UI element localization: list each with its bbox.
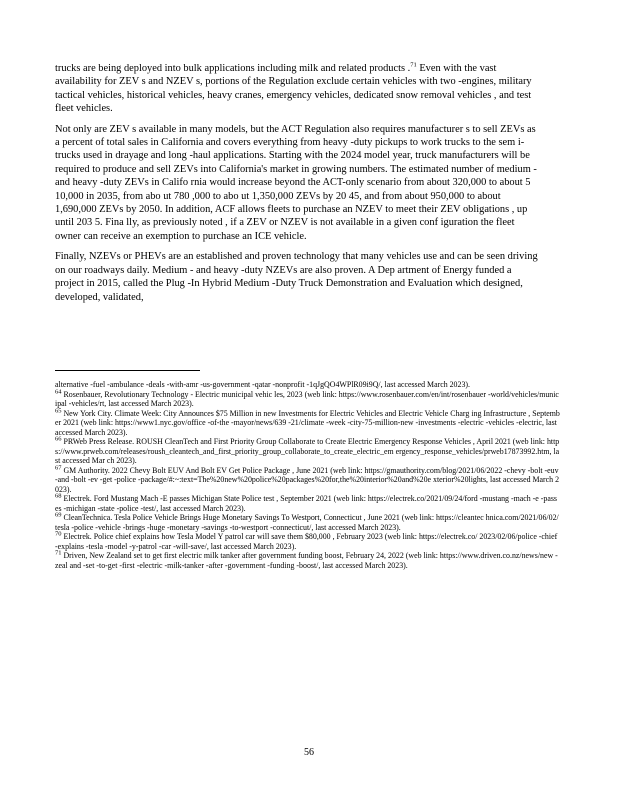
footnote-ref: 71 — [410, 61, 417, 69]
footnote-text: Driven, New Zealand set to get first electric milk tanker after government funding boost, February 24, 2022 (web link: https://www.driven.co.nz/news/new -zeal and -set -to-get -first -electric -milk-tanker -after -government -funding -boost/, last accessed March 2023). — [55, 551, 558, 570]
footnote-number: 65 — [55, 406, 62, 414]
footnote-text: Electrek. Police chief explains how Tesla Model Y patrol car will save them $80,000 , February 2023 (web link: https://electrek.co/ 2023/02/06/police -chief -explains -tesla -model -y-patrol -car -will-save/, last accessed March 2023). — [55, 532, 558, 551]
footnote-text: alternative -fuel -ambulance -deals -with-amr -us-government -qatar -nonprofit -1qJgQO4WPlR09i9Q/, last accessed March 2023). — [55, 380, 470, 389]
footnote-number: 67 — [55, 463, 62, 471]
footnote-text: PRWeb Press Release. ROUSH CleanTech and First Priority Group Collaborate to Create Electric Emergency Response Vehicles , April 2021 (web link: https://www.prweb.com/releases/roush_cleantech_and_first_priority_group_collaborate_to_create_electric_em ergency_response_vehicles/prweb17873992.htm, last accessed Mar ch 2023). — [55, 437, 560, 465]
paragraph-3 — [55, 250, 542, 304]
paragraph-1 — [55, 62, 542, 116]
footnote-number: 69 — [55, 511, 62, 519]
paragraph-text: trucks are being deployed into bulk applications including milk and related products . — [55, 63, 411, 74]
footnote-text: Electrek. Ford Mustang Mach -E passes Michigan State Police test , September 2021 (web link: https://electrek.co/2021/09/24/ford -mustang -mach -e -passes -michigan -state -police -test/, last accessed March 2023). — [55, 494, 557, 513]
footnote — [55, 494, 560, 513]
paragraph-2 — [55, 123, 542, 244]
page-number: 56 — [304, 747, 314, 758]
footnote-number: 64 — [55, 387, 62, 395]
footnote — [55, 463, 560, 495]
footnote-text: Rosenbauer, Revolutionary Technology - Electric municipal vehic les, 2023 (web link: https://www.rosenbauer.com/en/int/rosenbauer -world/vehicles/municipal -vehicles/rt, last accessed March 2023). — [55, 389, 559, 408]
footnote — [55, 406, 560, 438]
footnote-number: 71 — [55, 549, 62, 557]
footnotes — [55, 380, 560, 570]
footnote — [55, 380, 560, 390]
paragraph-text: Finally, NZEVs or PHEVs are an established and proven technology that many vehicles use and can be seen driving on our roadways daily. Medium - and heavy -duty NZEVs are also proven. A Dep artment of Energy funded a project in 2015, called the Plug -In Hybrid Medium -Duty Truck Demonstration and Evaluation which designed, developed, validated, — [55, 251, 538, 303]
footnote-separator — [55, 370, 200, 371]
footnote — [55, 513, 560, 532]
footnote — [55, 532, 560, 551]
footnote-text: CleanTechnica. Tesla Police Vehicle Brings Huge Monetary Savings To Westport, Connecticut , June 2021 (web link: https://cleantec hnica.com/2021/06/02/tesla -police -vehicle -brings -huge -monetary -savings -to-westport -connecticut/, last accessed March 2023). — [55, 513, 559, 532]
footnote-text: New York City. Climate Week: City Announces $75 Million in new Investments for Electric Vehicles and Electric Vehicle Charg ing Infrastructure , September 2021 (web link: https://www1.nyc.gov/office -of-the -mayor/news/639 -21/climate -week -city-75-million-new -investments -electric -vehicles -electric, last accessed March 2023). — [55, 408, 560, 437]
footnote-number: 70 — [55, 530, 62, 538]
paragraph-text: Not only are ZEV s available in many models, but the ACT Regulation also requires manufacturer s to sell ZEVs as a percent of total sales in California and covers everything from heavy -duty pickups to work trucks to the sem i-trucks used in drayage and long -haul applications. Starting with the 2024 model year, truck manufacturers will be required to produce and sell ZEVs into California's market in growing numbers. The estimated number of medium - and heavy -duty ZEVs in Califo rnia would increase beyond the ACT-only scenario from about 320,000 to about 5 10,000 in 2035, from abo ut 780 ,000 to abo ut 1,350,000 ZEVs by 20 45, and from about 950,000 to about 1,690,000 ZEVs by 2050. In addition, ACF allows fleets to purchase an NZEV to meet their ZEV obligations , up until 203 5. Fina lly, as previously noted , if a ZEV or NZEV is not available in a given conf iguration the fleet owner can receive an exemption to purchase an ICE vehicle. — [55, 123, 537, 242]
footnote — [55, 387, 560, 409]
footnote — [55, 551, 560, 570]
footnote — [55, 437, 560, 466]
paragraph-text-continued: Even with the vast availability for ZEV s and NZEV s, portions of the Regulation exclude certain vehicles with two -engines, military tactical vehicles, historical vehicles, heavy cranes, emergency vehicles, dedicated snow removal vehicles , and test fleet vehicles. — [55, 63, 532, 115]
body-text — [55, 62, 542, 311]
footnote-text: GM Authority. 2022 Chevy Bolt EUV And Bolt EV Get Police Package , June 2021 (web link: https://gmauthority.com/blog/2021/06/2022 -chevy -bolt -euv -and -bolt -ev -get -police -package/#:~:text=The%20new%20police%20packages%20for,the%20interior%20and%20e xterior%20lights, last accessed March 2023). — [55, 465, 560, 494]
footnote-number: 68 — [55, 492, 62, 500]
footnote-number: 66 — [55, 435, 62, 443]
